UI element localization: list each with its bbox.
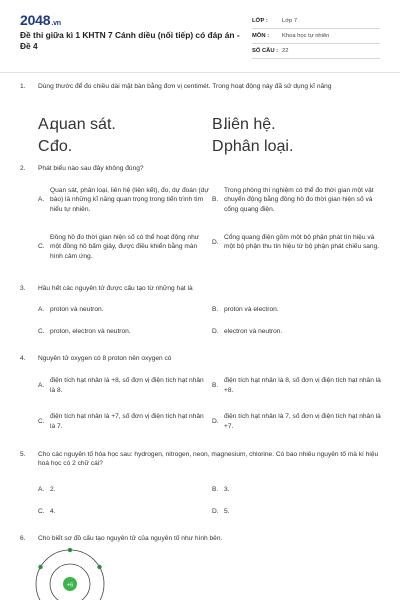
- option-label: D.: [212, 418, 219, 425]
- option-text: Quan sát, phân loại, liên hệ (liên kết), đo, dự đoán (dự báo) là những kĩ năng quan trọng trong tiến trình tìm hiểu tự nhiên.: [50, 187, 209, 213]
- question-4: [20, 354, 380, 363]
- option-c[interactable]: [38, 233, 210, 261]
- option-b[interactable]: [212, 306, 382, 313]
- question-number: 3.: [20, 285, 26, 292]
- meta-key: LỚP :: [252, 18, 268, 24]
- exam-title: Đề thi giữa kì 1 KHTN 7 Cánh diều (nối tiếp) có đáp án - Đề 4: [20, 30, 240, 51]
- option-label: A.: [38, 116, 54, 133]
- meta-value: Lớp 7: [282, 18, 298, 24]
- option-c[interactable]: [38, 412, 210, 432]
- option-label: D.: [212, 328, 219, 335]
- question-6: [20, 534, 380, 543]
- option-d[interactable]: [212, 138, 382, 156]
- site-logo[interactable]: [20, 12, 61, 28]
- meta-row-grade: [252, 14, 380, 29]
- option-b[interactable]: [212, 116, 382, 134]
- exam-meta: [252, 14, 380, 59]
- question-number: 5.: [20, 451, 26, 458]
- option-d[interactable]: [212, 233, 384, 252]
- electron: [38, 565, 42, 569]
- option-label: B.: [212, 306, 219, 313]
- option-text: electron và neutron.: [224, 328, 283, 335]
- option-text: Cổng quang điện gồm một bộ phận phát tín hiệu và một bộ phận thu tín hiệu từ bộ phận phát chiếu sang.: [224, 234, 380, 251]
- question-3: [20, 284, 380, 293]
- meta-row-subject: [252, 29, 380, 44]
- option-label: A.: [38, 306, 45, 313]
- option-a[interactable]: [38, 376, 210, 396]
- electron: [97, 565, 101, 569]
- option-text: đo.: [50, 138, 73, 155]
- option-label: B.: [212, 116, 228, 133]
- option-c[interactable]: [38, 328, 208, 335]
- question-5: [20, 450, 380, 469]
- option-text: điện tích hạt nhân là +8, số đơn vị điện tích hạt nhân là 8.: [50, 377, 204, 394]
- option-label: D.: [212, 138, 228, 155]
- question-text: Cho biết sơ đồ cấu tạo nguyên tử của nguyên tố như hình bên.: [38, 535, 223, 542]
- option-b[interactable]: [212, 486, 382, 493]
- option-label: C.: [38, 418, 45, 425]
- meta-value: 22: [282, 48, 289, 54]
- option-text: 5.: [224, 508, 230, 515]
- option-a[interactable]: [38, 186, 210, 214]
- option-text: proton và neutron.: [50, 306, 104, 313]
- option-text: điện tích hạt nhân là 8, số đơn vị điện tích hạt nhân là +8.: [224, 377, 381, 394]
- meta-key: SỐ CÂU :: [252, 48, 279, 54]
- option-label: C.: [38, 328, 45, 335]
- option-d[interactable]: [212, 412, 384, 432]
- nucleus-label: +6: [66, 582, 74, 589]
- meta-key: MÔN :: [252, 33, 270, 39]
- atom-diagram: [34, 548, 106, 600]
- option-label: A.: [38, 486, 45, 493]
- option-a[interactable]: [38, 306, 208, 313]
- option-text: điện tích hạt nhân là +7, số đơn vị điện tích hạt nhân là 7.: [50, 413, 204, 430]
- option-label: C.: [38, 243, 45, 251]
- option-b[interactable]: [212, 186, 384, 214]
- option-label: C.: [38, 508, 45, 515]
- option-label: D.: [212, 238, 219, 246]
- option-d[interactable]: [212, 508, 382, 515]
- meta-row-count: [252, 44, 380, 59]
- option-c[interactable]: [38, 508, 208, 515]
- option-text: quan sát.: [50, 116, 116, 133]
- option-label: B.: [212, 486, 219, 493]
- option-text: điện tích hạt nhân là 7, số đơn vị điện tích hạt nhân là +7.: [224, 413, 381, 430]
- electron: [68, 548, 72, 552]
- question-number: 1.: [20, 83, 26, 90]
- option-a[interactable]: [38, 116, 208, 134]
- option-text: Đồng hồ đo thời gian hiện số có thể hoạt động như một đồng hồ bấm giây, được điều khiển bằng màn hình cảm ứng.: [50, 234, 200, 260]
- option-b[interactable]: [212, 376, 384, 396]
- question-text: Dùng thước để đo chiều dài mặt bàn bằng đơn vị centimét. Trong hoạt động này đã sử dụng kĩ năng: [38, 83, 332, 90]
- option-c[interactable]: [38, 138, 208, 156]
- option-text: 3.: [224, 486, 230, 493]
- question-2: [20, 164, 380, 173]
- option-text: liên hệ.: [224, 116, 276, 133]
- option-label: C.: [38, 138, 54, 155]
- option-text: proton, electron và neutron.: [50, 328, 131, 335]
- option-text: 4.: [50, 508, 56, 515]
- option-label: D.: [212, 508, 219, 515]
- option-label: B.: [212, 196, 219, 204]
- option-text: Trong phòng thí nghiệm có thể đo thời gian một vật chuyển động bằng đồng hồ đo thời gian hiện số và cổng quang điện.: [224, 187, 374, 213]
- divider: [0, 72, 400, 73]
- question-text: Nguyên tử oxygen có 8 proton nên oxygen có: [38, 355, 172, 362]
- question-text: Cho các nguyên tố hóa học sau: hydrogen, nitrogen, neon, magnesium, chlorine. Có bao nhiêu nguyên tố mà kí hiệu hoá học có 2 chữ cái?: [38, 451, 379, 468]
- question-text: Phát biểu nào sau đây không đúng?: [38, 165, 144, 172]
- option-text: 2.: [50, 486, 56, 493]
- option-text: proton và electron.: [224, 306, 279, 313]
- option-text: phân loại.: [224, 138, 294, 155]
- question-number: 2.: [20, 165, 26, 172]
- question-text: Hầu hết các nguyên tử được cấu tạo từ những hạt là: [38, 285, 193, 292]
- option-label: A.: [38, 196, 45, 204]
- option-label: B.: [212, 382, 219, 389]
- question-number: 4.: [20, 355, 26, 362]
- logo-text[interactable]: 2048: [20, 12, 51, 28]
- meta-value: Khoa học tự nhiên: [282, 33, 330, 39]
- option-d[interactable]: [212, 328, 382, 335]
- option-a[interactable]: [38, 486, 208, 493]
- header: [0, 0, 400, 72]
- question-number: 6.: [20, 535, 26, 542]
- question-1: [20, 82, 380, 91]
- logo-suffix[interactable]: .vn: [51, 20, 61, 27]
- outer-orbit: [36, 550, 104, 600]
- option-label: A.: [38, 382, 45, 389]
